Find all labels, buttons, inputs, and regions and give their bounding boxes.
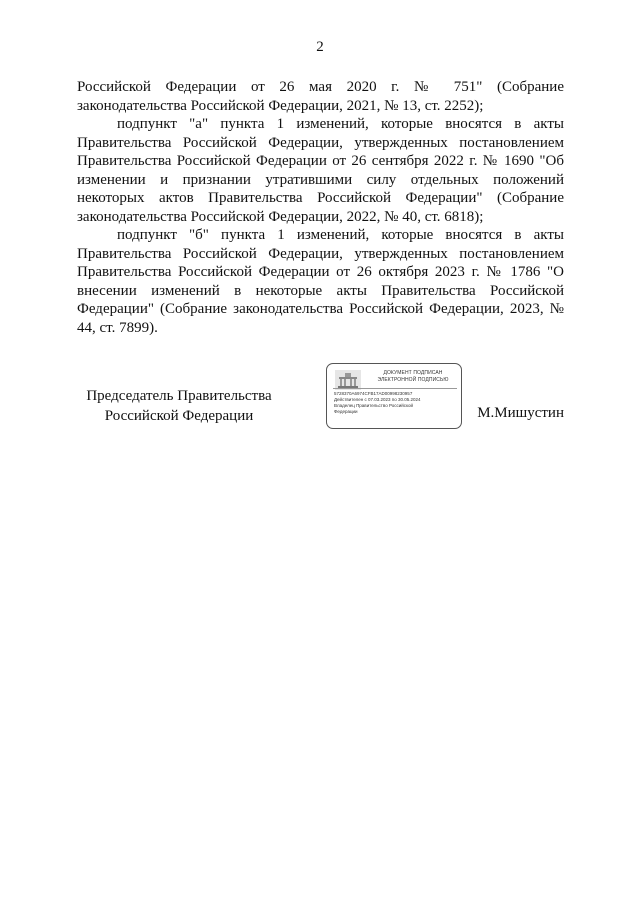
signer-name: М.Мишустин	[477, 405, 564, 421]
page-number: 2	[316, 39, 324, 55]
stamp-details	[334, 391, 460, 415]
stamp-divider	[333, 388, 457, 389]
signatory-title	[74, 386, 284, 426]
stamp-title-line2: ЭЛЕКТРОННОЙ ПОДПИСЬЮ	[377, 376, 449, 383]
certificate-serial: 5728370A6974CFB17AD00998230957	[334, 391, 413, 396]
stamp-title	[367, 370, 459, 383]
paragraph: подпункт "б" пункта 1 изменений, которые вносятся в акты Правительства Российской Федерации, утвержденных постановлением Правительства Российской Федерации от 26 октября 2023 г. № 1786 "О внесении изменений в некоторые акты Правительства Российской Федерации" (Собрание законодательства Российской Федерации, 2023, № 44, ст. 7899).	[77, 227, 564, 336]
signatory-title-line2: Российской Федерации	[104, 408, 254, 424]
stamp-title-line1: ДОКУМЕНТ ПОДПИСАН	[383, 370, 443, 376]
signatory-title-line1: Председатель Правительства	[86, 388, 272, 404]
certificate-owner-line1: Владелец Правительство Российской	[334, 403, 414, 408]
certificate-validity: Действителен с 07.03.2023 по 30.05.2024	[334, 397, 421, 402]
paragraph: Российской Федерации от 26 мая 2020 г. № 751" (Собрание законодательства Российской Федерации, 2021, № 13, ст. 2252);	[77, 79, 564, 114]
electronic-signature-stamp	[326, 363, 462, 429]
government-building-icon	[335, 370, 361, 390]
certificate-owner-line2: Федерации	[334, 409, 358, 414]
paragraph: подпункт "а" пункта 1 изменений, которые вносятся в акты Правительства Российской Федерации, утвержденных постановлением Правительства Российской Федерации от 26 сентября 2022 г. № 1690 "Об изменении и признании утратившими силу отдельных положений некоторых актов Правительства Российской Федерации" (Собрание законодательства Российской Федерации, 2022, № 40, ст. 6818);	[77, 116, 564, 225]
document-body	[77, 78, 564, 337]
